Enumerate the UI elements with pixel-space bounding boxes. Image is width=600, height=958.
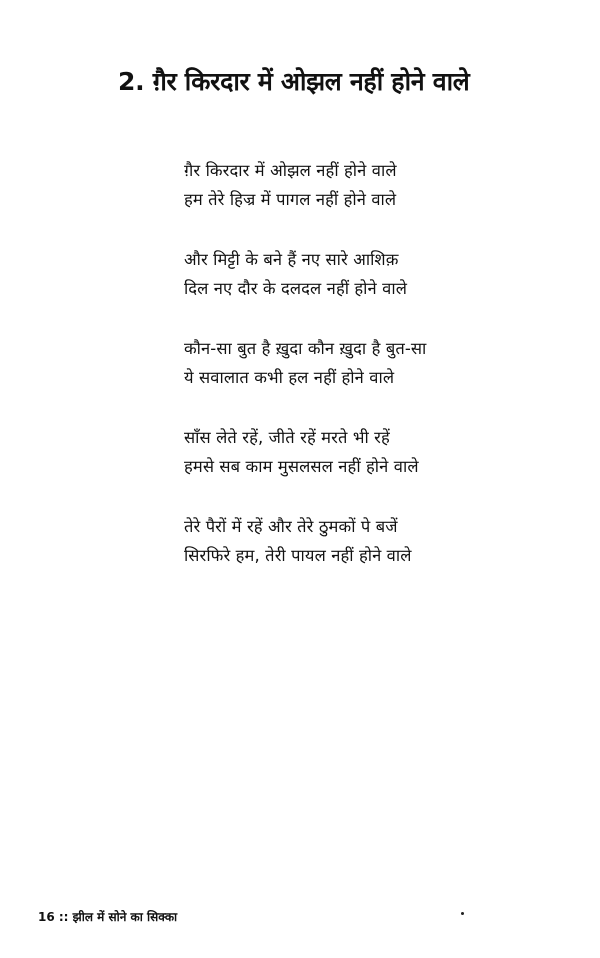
poem-line: कौन-सा बुत है ख़ुदा कौन ख़ुदा है बुत-सा [184,339,427,358]
stanza [184,512,474,570]
stanza [184,423,474,481]
poem-line: दिल नए दौर के दलदल नहीं होने वाले [184,279,407,298]
poem-line: हम तेरे हिज्र में पागल नहीं होने वाले [184,190,397,209]
poem-line: ग़ैर किरदार में ओझल नहीं होने वाले [184,161,397,180]
stanza [184,156,474,214]
stanza [184,334,474,392]
page-footer: 16 :: झील में सोने का सिक्का [38,910,178,924]
poem-title: 2. ग़ैर किरदार में ओझल नहीं होने वाले [118,67,470,96]
poem-line: सिरफिरे हम, तेरी पायल नहीं होने वाले [184,546,412,565]
poem-body [184,156,474,601]
poem-line: तेरे पैरों में रहें और तेरे ठुमकों पे बजें [184,517,398,536]
poem-line: हमसे सब काम मुसलसल नहीं होने वाले [184,457,419,476]
stanza [184,245,474,303]
poem-line: साँस लेते रहें, जीते रहें मरते भी रहें [184,428,390,447]
poem-line: और मिट्टी के बने हैं नए सारे आशिक़ [184,250,399,269]
ink-speck [461,912,464,915]
poem-line: ये सवालात कभी हल नहीं होने वाले [184,368,395,387]
